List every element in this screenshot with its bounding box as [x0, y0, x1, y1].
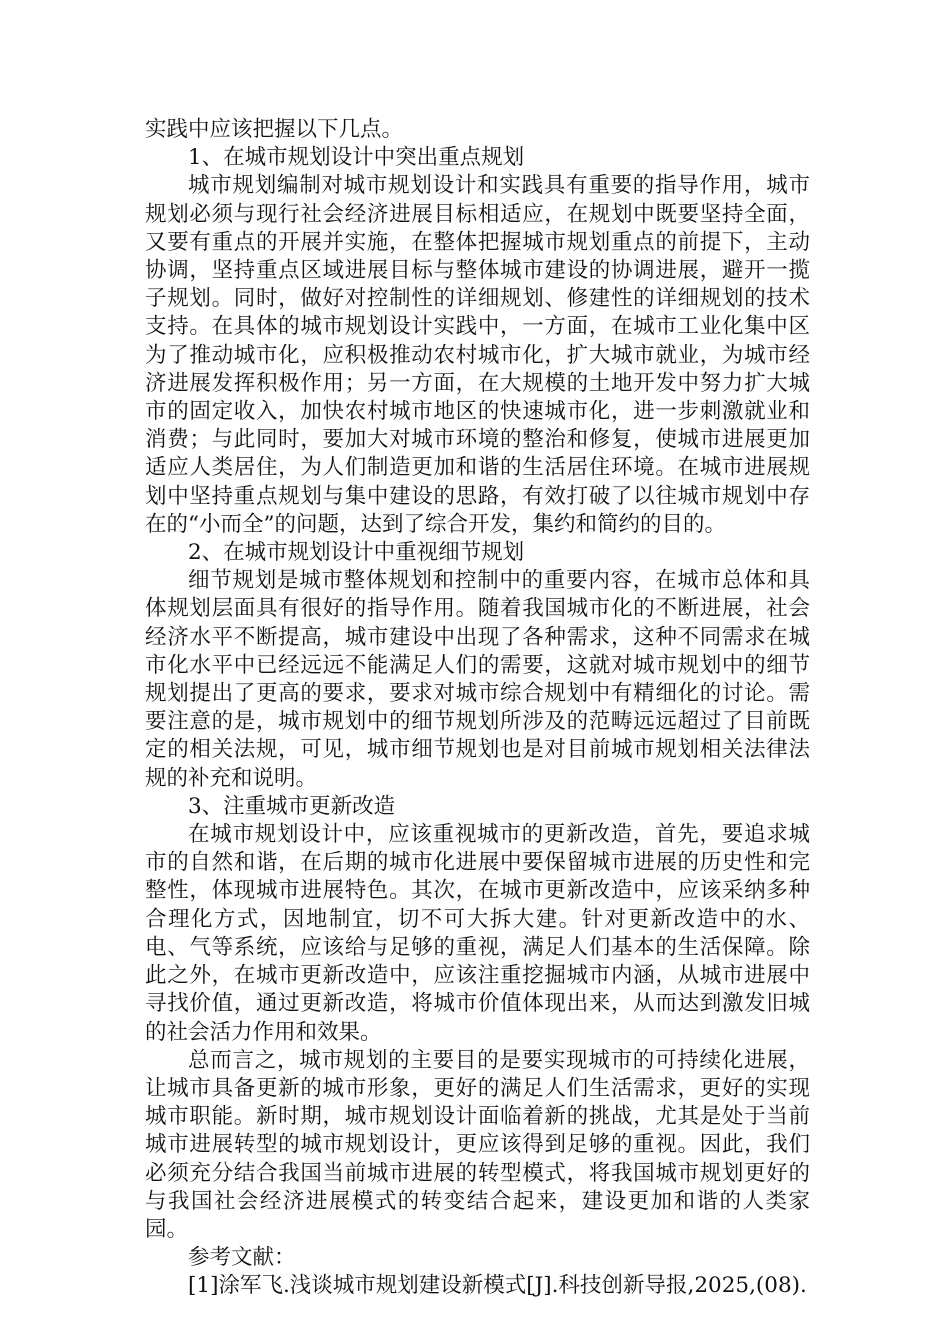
section-2-heading: 2、在城市规划设计中重视细节规划 — [188, 540, 525, 566]
section-2-body: 细节规划是城市整体规划和控制中的重要内容，在城市总体和具体规划层面具有很好的指导作用。随着我国城市化的不断进展，社会经济水平不断提高，城市建设中出现了各种需求，这种不同需求在城市化水平中已经远远不能满足人们的需要，这就对城市规划中的细节规划提出了更高的要求，要求对城市综合规划中有精细化的讨论。需要注意的是，城市规划中的细节规划所涉及的范畴远远超过了目前既定的相关法规，可见，城市细节规划也是对目前城市规划相关法律法规的补充和说明。 — [145, 568, 810, 791]
reference-item-1: [1]涂军飞.浅谈城市规划建设新模式[J].科技创新导报,2025,(08). — [188, 1273, 807, 1299]
document-page — [145, 116, 810, 1301]
section-1-heading: 1、在城市规划设计中突出重点规划 — [188, 145, 525, 171]
conclusion-paragraph: 总而言之，城市规划的主要目的是要实现城市的可持续化进展，让城市具备更新的城市形象，更好的满足人们生活需求，更好的实现城市职能。新时期，城市规划设计面临着新的挑战，尤其是处于当前城市进展转型的城市规划设计，更应该得到足够的重视。因此，我们必须充分结合我国当前城市进展的转型模式，将我国城市规划更好的与我国社会经济进展模式的转变结合起来，建设更加和谐的人类家园。 — [145, 1047, 810, 1242]
section-3-body: 在城市规划设计中，应该重视城市的更新改造，首先，要追求城市的自然和谐，在后期的城市化进展中要保留城市进展的历史性和完整性，体现城市进展特色。其次，在城市更新改造中，应该采纳多种合理化方式，因地制宜，切不可大拆大建。针对更新改造中的水、电、气等系统，应该给与足够的重视，满足人们基本的生活保障。除此之外，在城市更新改造中，应该注重挖掘城市内涵，从城市进展中寻找价值，通过更新改造，将城市价值体现出来，从而达到激发旧城的社会活力作用和效果。 — [145, 822, 810, 1045]
references-heading: 参考文献： — [188, 1245, 296, 1271]
section-1-body: 城市规划编制对城市规划设计和实践具有重要的指导作用，城市规划必须与现行社会经济进展目标相适应，在规划中既要坚持全面，又要有重点的开展并实施，在整体把握城市规划重点的前提下，主动协调，坚持重点区域进展目标与整体城市建设的协调进展，避开一揽子规划。同时，做好对控制性的详细规划、修建性的详细规划的技术支持。在具体的城市规划设计实践中，一方面，在城市工业化集中区为了推动城市化，应积极推动农村城市化，扩大城市就业，为城市经济进展发挥积极作用；另一方面，在大规模的土地开发中努力扩大城市的固定收入，加快农村城市地区的快速城市化，进一步刺激就业和消费；与此同时，要加大对城市环境的整治和修复，使城市进展更加适应人类居住，为人们制造更加和谐的生活居住环境。在城市进展规划中坚持重点规划与集中建设的思路，有效打破了以往城市规划中存在的“小而全”的问题，达到了综合开发，集约和简约的目的。 — [145, 173, 810, 537]
section-3-heading: 3、注重城市更新改造 — [188, 793, 396, 819]
intro-tail-paragraph: 实践中应该把握以下几点。 — [145, 117, 404, 142]
